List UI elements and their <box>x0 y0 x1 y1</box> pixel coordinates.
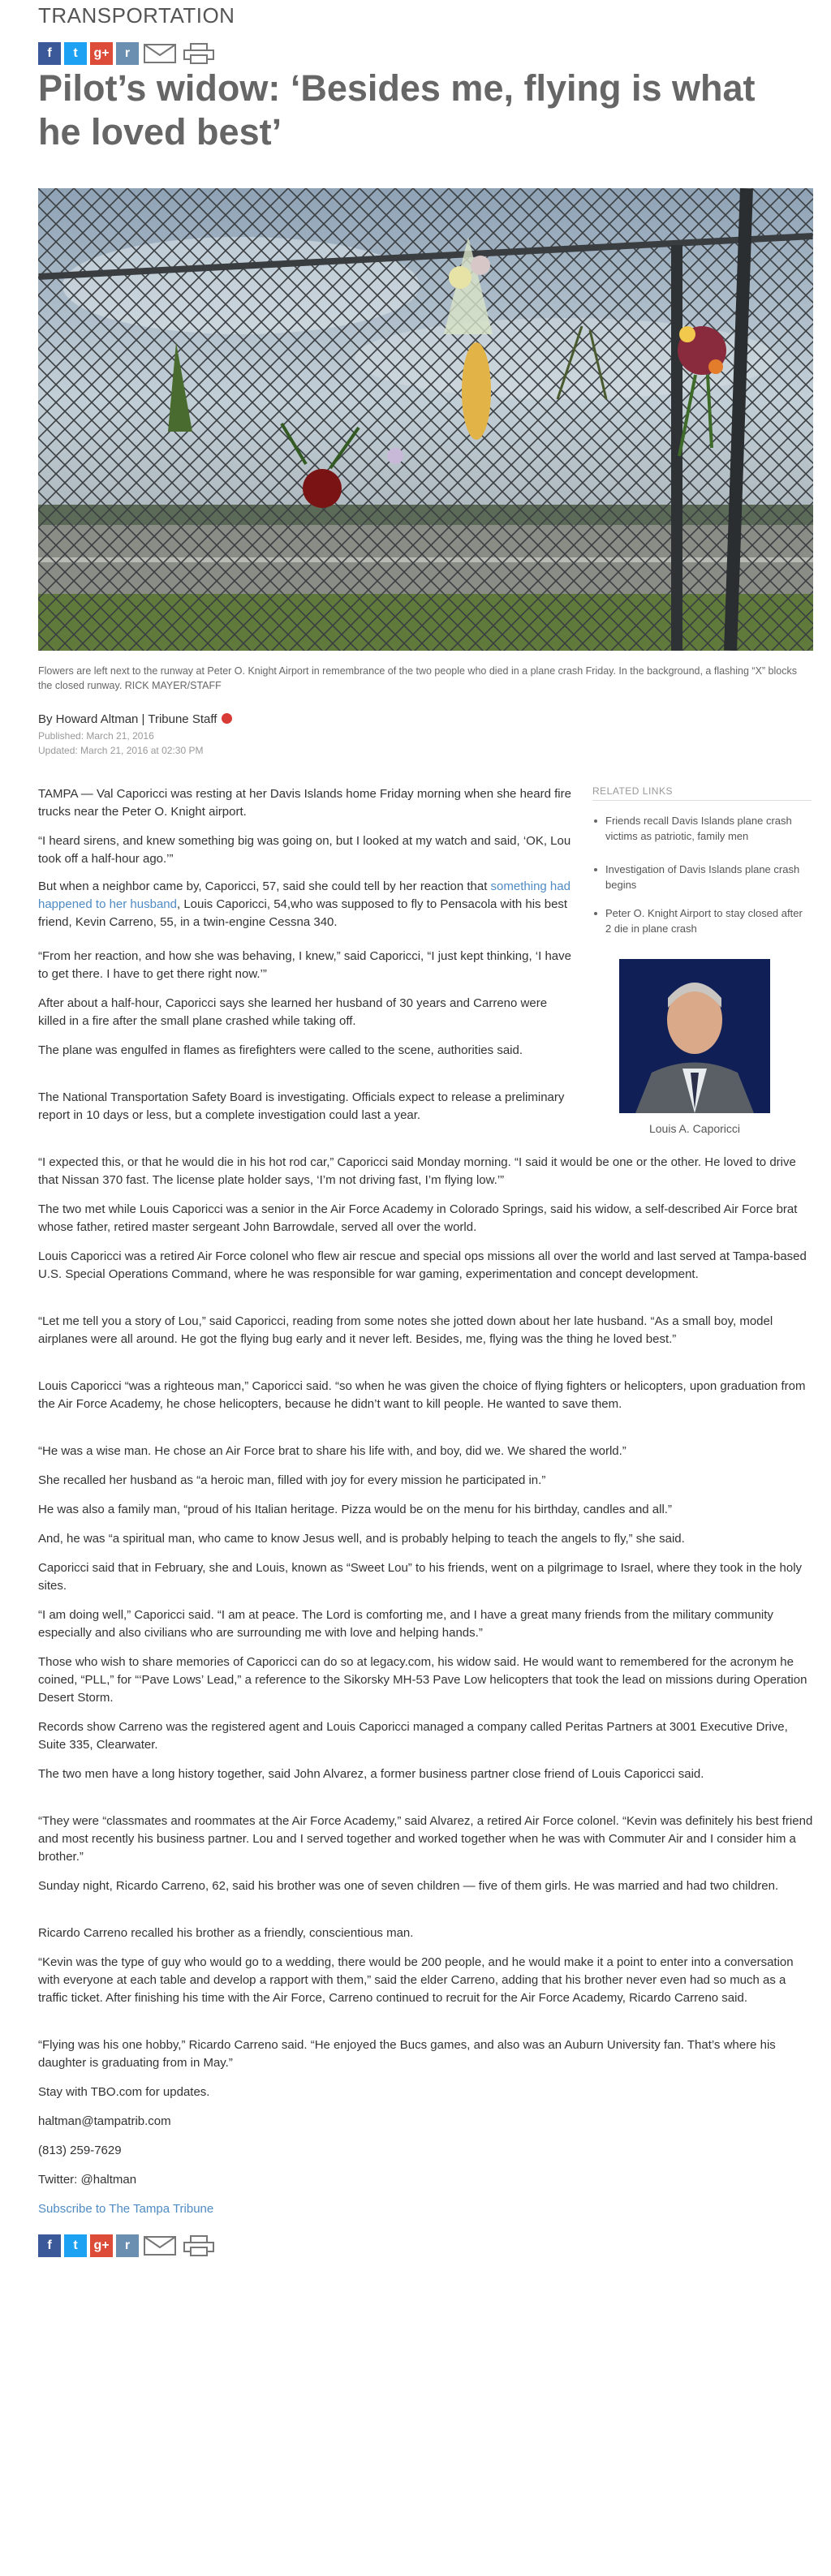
article-paragraph: TAMPA — Val Caporicci was resting at her Davis Islands home Friday morning when she heard fire trucks near the Peter O. Knight airport. <box>38 787 571 819</box>
hero-photo <box>38 188 813 651</box>
reddit-share-button[interactable]: r <box>116 42 139 65</box>
related-links-divider <box>592 800 812 801</box>
print-icon[interactable] <box>181 42 217 65</box>
article-paragraph: “From her reaction, and how she was behaving, I knew,” said Caporicci, “I just kept thinking, ‘I have to get there. I have to get there right now.’” <box>38 949 571 981</box>
author-email[interactable]: haltman@tampatrib.com <box>38 2114 171 2128</box>
portrait-photo <box>619 959 770 1113</box>
facebook-share-button[interactable]: f <box>38 2234 61 2257</box>
related-link-item[interactable]: Peter O. Knight Airport to stay closed after 2 die in plane crash <box>594 905 809 936</box>
photo-caption: Flowers are left next to the runway at Peter O. Knight Airport in remembrance of the two people who died in a plane crash Friday. In the background, a flashing “X” blocks the closed runway. RICK MAYER/STAFF <box>38 665 797 691</box>
author-phone: (813) 259-7629 <box>38 2144 122 2157</box>
article-paragraph: “I expected this, or that he would die in his hot rod car,” Caporicci said Monday morning. “I said it would be one or the other. He loved to drive that Nissan 370 fast. The license plate holder says, ‘I’m not driving fast, I’m flying low.’” <box>38 1155 796 1187</box>
article-paragraph: Louis Caporicci was a retired Air Force colonel who flew air rescue and special ops missions all over the world and last served at Tampa-based U.S. Special Operations Command, where he was responsible for war gaming, experimentation and concept development. <box>38 1249 807 1281</box>
updated-date: Updated: March 21, 2016 at 02:30 PM <box>38 745 204 756</box>
email-icon[interactable] <box>142 2234 178 2257</box>
article-paragraph: The plane was engulfed in flames as firefighters were called to the scene, authorities said. <box>38 1043 523 1057</box>
article-paragraph: Louis Caporicci “was a righteous man,” Caporicci said. “so when he was given the choice of flying fighters or helicopters, upon graduation from the Air Force Academy, he chose helicopters, because he didn’t want to kill people. He wanted to save them. <box>38 1379 806 1411</box>
email-icon[interactable] <box>142 42 178 65</box>
article-paragraph: And, he was “a spiritual man, who came to know Jesus well, and is probably helping to teach the angels to fly,” she said. <box>38 1532 685 1546</box>
author-name[interactable]: By Howard Altman | Tribune Staff <box>38 712 217 726</box>
googleplus-share-button[interactable]: g+ <box>90 42 113 65</box>
related-links-title: RELATED LINKS <box>592 785 673 797</box>
headline: Pilot’s widow: ‘Besides me, flying is what he loved best’ <box>38 67 756 153</box>
article-paragraph: “I heard sirens, and knew something big was going on, but I looked at my watch and said, ‘OK, Lou took off a half-hour ago.’” <box>38 834 571 866</box>
article-paragraph: He was also a family man, “proud of his Italian heritage. Pizza would be on the menu for his birthday, candles and all.” <box>38 1503 672 1516</box>
share-bar-bottom <box>38 2234 217 2257</box>
twitter-share-button[interactable]: t <box>64 42 87 65</box>
related-link-item[interactable]: Friends recall Davis Islands plane crash victims as patriotic, family men <box>594 813 809 844</box>
article-paragraph: The two met while Louis Caporicci was a senior in the Air Force Academy in Colorado Springs, said his widow, a self-described Air Force brat whose father, retired master sergeant John Barrowdale, served all over the world. <box>38 1202 798 1234</box>
share-bar-top <box>38 42 217 65</box>
article-paragraph: She recalled her husband as “a heroic man, filled with joy for every mission he participated in.” <box>38 1473 546 1487</box>
article-paragraph: But when a neighbor came by, Caporicci, 57, said she could tell by her reaction that something had happened to her husband, Louis Caporicci, 54,who was supposed to fly to Pensacola with his best friend, Kevin Carreno, 55, in a twin-engine Cessna 340. <box>38 879 571 929</box>
subscribe-link[interactable]: Subscribe to The Tampa Tribune <box>38 2202 214 2216</box>
article-paragraph: After about a half-hour, Caporicci says she learned her husband of 30 years and Carreno were killed in a fire after the small plane crashed while taking off. <box>38 996 548 1028</box>
published-date: Published: March 21, 2016 <box>38 730 154 742</box>
article-paragraph: “He was a wise man. He chose an Air Force brat to share his life with, and boy, did we. We shared the world.” <box>38 1444 626 1458</box>
related-link-item[interactable]: Investigation of Davis Islands plane crash begins <box>594 862 809 892</box>
twitter-share-button[interactable]: t <box>64 2234 87 2257</box>
article-paragraph: The National Transportation Safety Board is investigating. Officials expect to release a preliminary report in 10 days or less, but a complete investigation could last a year. <box>38 1090 565 1122</box>
print-icon[interactable] <box>181 2234 217 2257</box>
byline <box>38 712 232 726</box>
facebook-share-button[interactable]: f <box>38 42 61 65</box>
article-paragraph: “They were “classmates and roommates at the Air Force Academy,” said Alvarez, a retired Air Force colonel. “Kevin was definitely his best friend and most recently his business partner. Lou and I served together and worked together when he was with Commuter Air and I consider him a brother.” <box>38 1814 813 1864</box>
article-paragraph: Sunday night, Ricardo Carreno, 62, said his brother was one of seven children — five of them girls. He was married and had two children. <box>38 1879 779 1893</box>
article-paragraph: Caporicci said that in February, she and Louis, known as “Sweet Lou” to his friends, went on a pilgrimage to Israel, where they took in the holy sites. <box>38 1561 803 1593</box>
reddit-share-button[interactable]: r <box>116 2234 139 2257</box>
section-label[interactable]: TRANSPORTATION <box>38 3 235 28</box>
article-paragraph: Those who wish to share memories of Caporicci can do so at legacy.com, his widow said. He would want to remembered for the acronym he coined, “PLL,” for “‘Pave Lows’ Lead,” a reference to the Sikorsky MH-53 Pave Low helicopters that took the lead on missions during Operation Desert Storm. <box>38 1655 807 1705</box>
article-paragraph: “I am doing well,” Caporicci said. “I am at peace. The Lord is comforting me, and I have a great many friends from the military community especially and also civilians who are surrounding me with love and helping hands.” <box>38 1608 773 1640</box>
googleplus-share-button[interactable]: g+ <box>90 2234 113 2257</box>
author-contact-icon[interactable] <box>222 713 232 724</box>
article-paragraph: Stay with TBO.com for updates. <box>38 2085 210 2099</box>
portrait-caption: Louis A. Caporicci <box>648 1122 741 1135</box>
article-paragraph: “Let me tell you a story of Lou,” said Caporicci, reading from some notes she jotted down about her late husband. “As a small boy, model airplanes were all around. He got the flying bug early and it never left. Besides, me, flying was the thing he loved best.” <box>38 1314 773 1346</box>
article-paragraph: “Flying was his one hobby,” Ricardo Carreno said. “He enjoyed the Bucs games, and also was an Auburn University fan. That’s where his daughter is graduating from in May.” <box>38 2038 776 2070</box>
article-paragraph: “Kevin was the type of guy who would go to a wedding, there would be 200 people, and he would make it a point to enter into a conversation with everyone at each table and develop a rapport with them,” said the elder Carreno, adding that his brother never even had so much as a traffic ticket. After finishing his time with the Air Force, Carreno continued to recruit for the Air Force Academy, Ricardo Carreno said. <box>38 1955 794 2005</box>
article-paragraph: Ricardo Carreno recalled his brother as a friendly, conscientious man. <box>38 1926 414 1940</box>
article-paragraph: The two men have a long history together, said John Alvarez, a former business partner close friend of Louis Caporicci said. <box>38 1767 704 1781</box>
author-twitter[interactable]: Twitter: @haltman <box>38 2173 137 2187</box>
inline-link[interactable]: something had happened to her husband <box>38 879 571 911</box>
article-paragraph: Records show Carreno was the registered agent and Louis Caporicci managed a company called Peritas Partners at 3001 Executive Drive, Suite 335, Clearwater. <box>38 1720 788 1752</box>
